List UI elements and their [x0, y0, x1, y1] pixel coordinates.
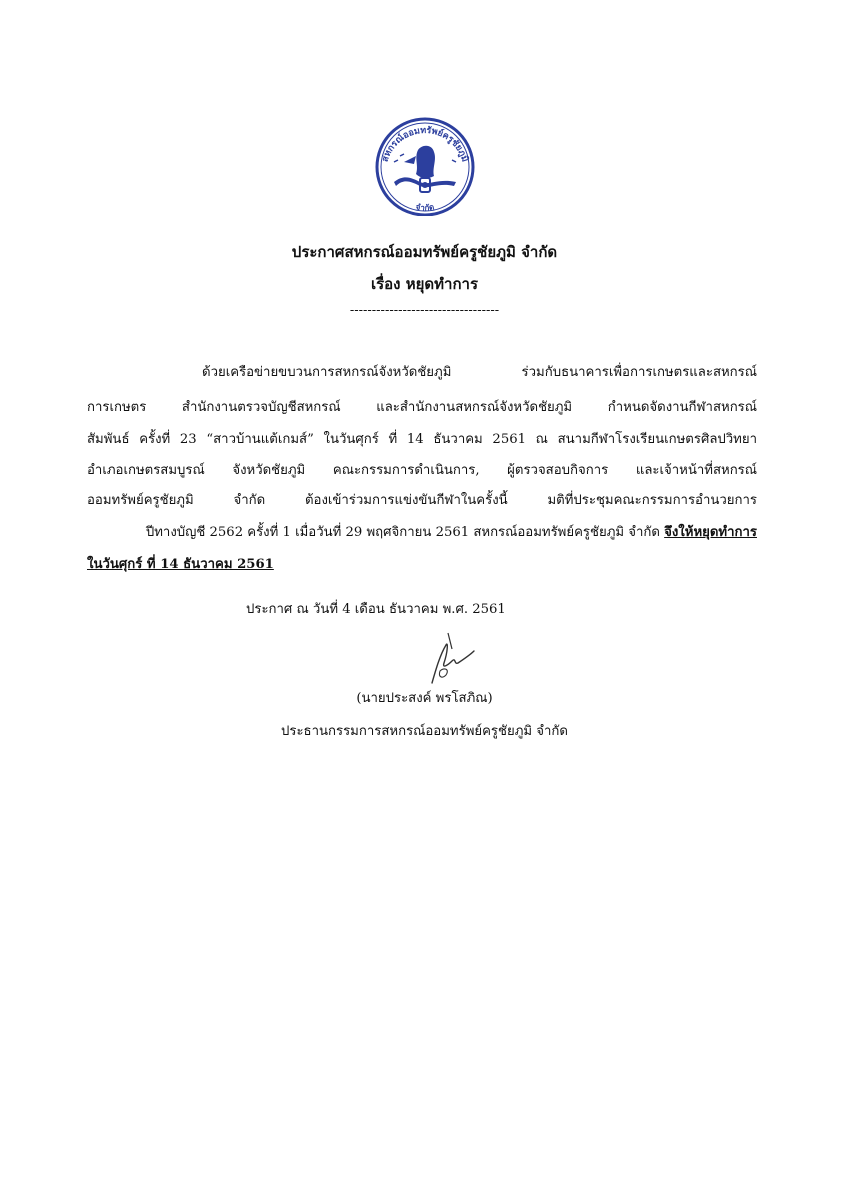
signer-name: (นายประสงค์ พรโสภิณ) [356, 691, 493, 706]
cooperative-seal-logo [364, 116, 486, 216]
body-line-1: ด้วยเครือข่ายขบวนการสหกรณ์จังหวัดชัยภูมิ ร่วมกับธนาคารเพื่อการเกษตรและสหกรณ์ [202, 365, 757, 380]
announcement-subject: เรื่อง หยุดทำการ [370, 275, 479, 293]
announcement-title: ประกาศสหกรณ์ออมทรัพย์ครูชัยภูมิ จำกัด [291, 243, 558, 261]
signer-position: ประธานกรรมการสหกรณ์ออมทรัพย์ครูชัยภูมิ จำกัด [281, 724, 568, 739]
body-line-6-text: ปีทางบัญชี 2562 ครั้งที่ 1 เมื่อวันที่ 29 พฤศจิกายน 2561 สหกรณ์ออมทรัพย์ครูชัยภูมิ จำกัด [145, 525, 665, 540]
closure-date-emphasis: ในวันศุกร์ ที่ 14 ธันวาคม 2561 [87, 557, 274, 572]
body-line-3: สัมพันธ์ ครั้งที่ 23 “สาวบ้านแต้เกมส์” ในวันศุกร์ ที่ 14 ธันวาคม 2561 ณ สนามกีฬาโรงเรียนเกษตรศิลปวิทยา [87, 432, 757, 447]
announcement-date: ประกาศ ณ วันที่ 4 เดือน ธันวาคม พ.ศ. 2561 [246, 602, 506, 617]
seal-text-bottom: จำกัด [415, 202, 435, 213]
body-line-7 [87, 553, 757, 574]
body-line-6 [87, 521, 757, 542]
title-divider: ---------------------------------- [349, 303, 500, 318]
seal-text-top: สหกรณ์ออมทรัพย์ครูชัยภูมิ [380, 125, 470, 164]
body-line-2: การเกษตร สำนักงานตรวจบัญชีสหกรณ์ และสำนักงานสหกรณ์จังหวัดชัยภูมิ กำหนดจัดงานกีฬาสหกรณ์ [87, 400, 757, 415]
body-line-4: อำเภอเกษตรสมบูรณ์ จังหวัดชัยภูมิ คณะกรรมการดำเนินการ, ผู้ตรวจสอบกิจการ และเจ้าหน้าที่สหกรณ์ [87, 463, 757, 478]
body-line-5: ออมทรัพย์ครูชัยภูมิ จำกัด ต้องเข้าร่วมการแข่งขันกีฬาในครั้งนี้ มติที่ประชุมคณะกรรมการอำนวยการ [87, 493, 757, 508]
handwritten-signature [426, 625, 476, 687]
closure-notice-emphasis: จึงให้หยุดทำการ [664, 525, 757, 540]
svg-text:จำกัด [415, 202, 435, 212]
